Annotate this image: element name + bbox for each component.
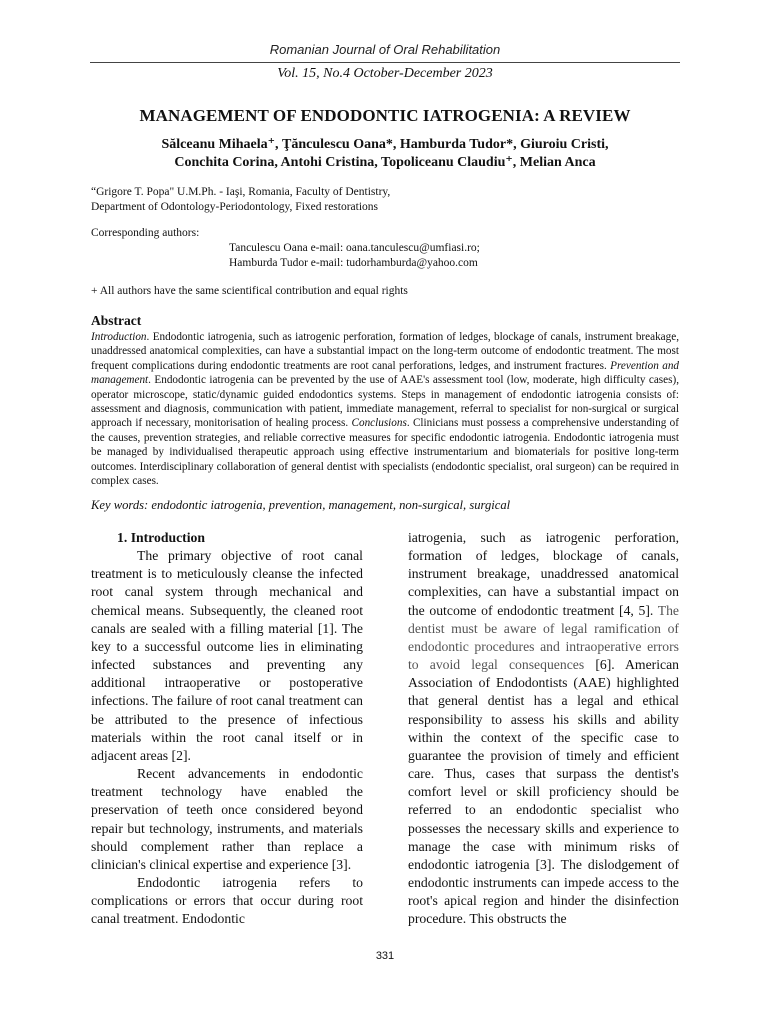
- affiliation-line-2: Department of Odontology-Periodontology, Fixed restorations: [91, 201, 379, 213]
- header-rule: [90, 62, 680, 63]
- page-number: 331: [375, 950, 395, 962]
- abstract-intro-label: Introduction: [91, 331, 147, 343]
- affiliation: [91, 185, 390, 215]
- abstract-conclusions-text: . Clinicians must possess a comprehensive understanding of the causes, prevention strategies, and reliable corrective measures for specific endodontic iatrogenia. Endodontic iatrogenia must be managed by individualised therapeutic approach using effective instrumentarium and biomaterials for positive long-term outcomes. Interdisciplinary collaboration of general dentist with specialists (endodontic specialist, oral surgeon) can be required in complex cases.: [91, 417, 679, 488]
- left-column: [91, 529, 363, 928]
- journal-volume: Vol. 15, No.4 October-December 2023: [277, 66, 493, 81]
- author-list: [0, 136, 770, 172]
- abstract-body: [91, 330, 679, 488]
- corresponding-line-1: Tanculescu Oana e-mail: oana.tanculescu@umfiasi.ro;: [229, 242, 480, 254]
- author-line-1: Sălceanu Mihaela⁺, Ţănculescu Oana*, Hamburda Tudor*, Giuroiu Cristi,: [161, 137, 609, 152]
- paragraph-continued-start: iatrogenia, such as iatrogenic perforation, formation of ledges, blockage of canals, instrument breakage, unaddressed anatomical complexities, can have a substantial impact on the outcome of endodontic treatment [4, 5].: [408, 530, 679, 618]
- corresponding-label: Corresponding authors:: [91, 227, 200, 239]
- section-heading-introduction: 1. Introduction: [117, 530, 205, 545]
- abstract-prevention-label: Prevention and management: [91, 359, 680, 387]
- paragraph-continued: [408, 529, 679, 928]
- abstract-prevention-text: . Endodontic iatrogenia can be prevented by the use of AAE's assessment tool (low, moderate, high difficulty cases), operator microscope, static/dynamic guided endodontics systems. Steps in management of endodontic iatrogenia consists of: assessment and diagnosis, communication with patient, immediate management, referral to specialist for non-surgical or surgical approach if necessary, monitorisation of healing process.: [91, 374, 679, 430]
- abstract-intro-text: . Endodontic iatrogenia, such as iatrogenic perforation, formation of ledges, blockage of canals, instrument breakage, unaddressed anatomical complexities, can have a substantial impact on the long-term outcome of endodontic treatment. The most frequent complications during endodontic treatments are root canal perforations, ledges, and instrument fractures.: [91, 331, 679, 372]
- article-title: MANAGEMENT OF ENDODONTIC IATROGENIA: A REVIEW: [139, 106, 631, 125]
- paragraph-continued-end: [6]. American Association of Endodontists (AAE) highlighted that general dentist has a legal and ethical responsibility to assess his skills and ability within the context of the specific case to guarantee the provision of timely and efficient care. Thus, cases that surpass the dentist's comfort level or skill proficiency should be referred to an endodontic specialist who possesses the necessary skills and experience to manage the case with minimum risks of endodontic iatrogenia [3]. The dislodgement of endodontic instruments can impede access to the root's apical region and hinder the disinfection procedure. This obstructs the: [408, 657, 680, 927]
- journal-name: Romanian Journal of Oral Rehabilitation: [269, 42, 501, 57]
- paragraph-1: The primary objective of root canal treatment is to meticulously cleanse the infected root canal system through mechanical and chemical means. Subsequently, the cleaned root canals are sealed with a filling material [1]. The key to a successful outcome lies in eliminating infected substances and preventing any additional intraoperative or postoperative infections. The failure of root canal treatment can be attributed to the presence of infectious materials within the root canal itself or in adjacent areas [2].: [91, 548, 363, 763]
- keywords: Key words: endodontic iatrogenia, prevention, management, non-surgical, surgical: [91, 498, 511, 512]
- abstract-heading: Abstract: [91, 313, 142, 328]
- paragraph-2: Recent advancements in endodontic treatment technology have enabled the preservation of teeth once considered beyond repair but technology, instruments, and materials should complement rather than replace a clinician's clinical expertise and experience [3].: [91, 766, 363, 872]
- author-line-2: Conchita Corina, Antohi Cristina, Topoliceanu Claudiu⁺, Melian Anca: [174, 155, 596, 170]
- corresponding-authors: [229, 241, 480, 271]
- affiliation-line-1: “Grigore T. Popa" U.M.Ph. - Iaşi, Romania, Faculty of Dentistry,: [91, 186, 391, 198]
- corresponding-line-2: Hamburda Tudor e-mail: tudorhamburda@yahoo.com: [229, 257, 478, 269]
- equal-contribution-note: + All authors have the same scientifical contribution and equal rights: [91, 285, 408, 297]
- right-column: [408, 529, 679, 928]
- paragraph-3: Endodontic iatrogenia refers to complications or errors that occur during root canal treatment. Endodontic: [91, 874, 363, 927]
- paragraph-legal-sentence: The dentist must be aware of legal ramification of endodontic procedures and intraoperative errors to avoid legal consequences: [408, 602, 679, 673]
- abstract-conclusions-label: Conclusions: [351, 417, 407, 430]
